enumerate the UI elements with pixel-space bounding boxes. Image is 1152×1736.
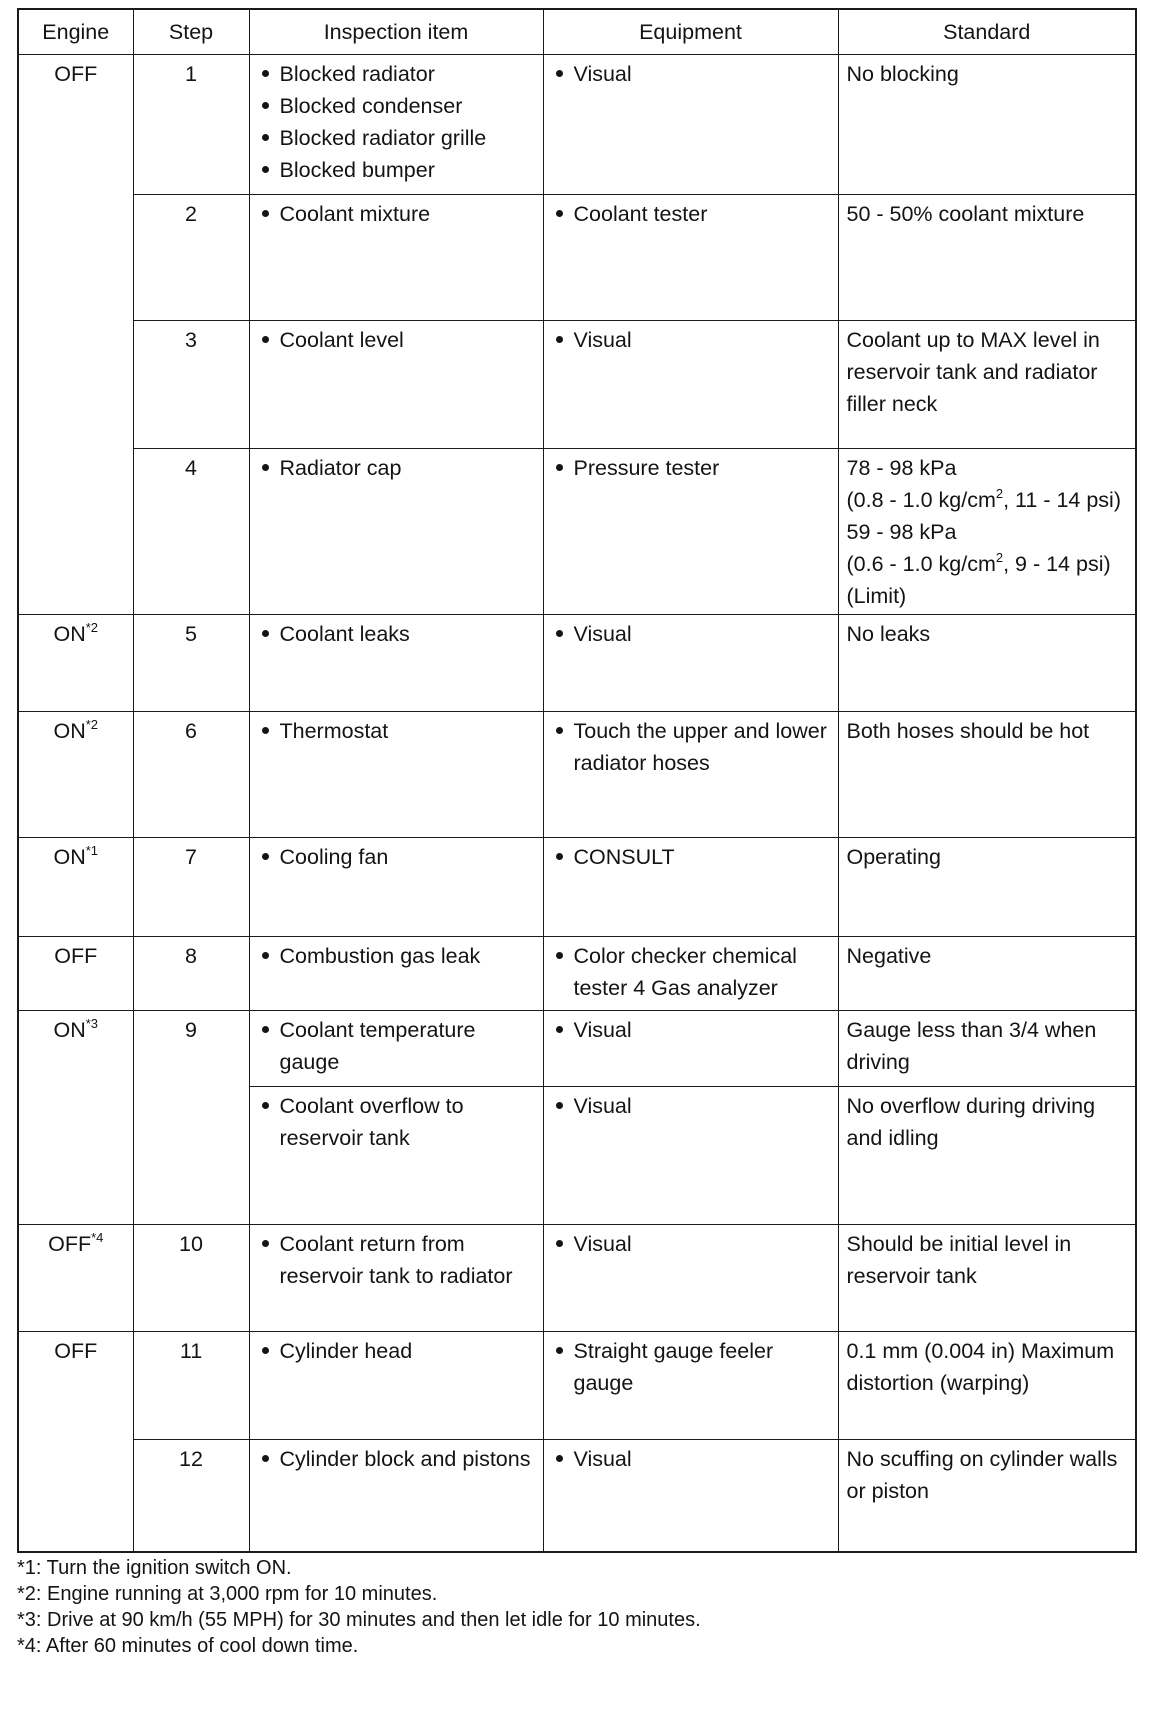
inspection-item: Cooling fan: [258, 841, 535, 873]
standard-cell: 0.1 mm (0.004 in) Maximum distortion (warping): [838, 1332, 1136, 1440]
table-header-row: [18, 9, 1136, 55]
standard-cell: Negative: [838, 937, 1136, 1011]
equipment-cell: [543, 1225, 838, 1332]
inspection-document: [17, 8, 1135, 1659]
equipment-cell: [543, 838, 838, 937]
equipment-cell: [543, 449, 838, 615]
equipment-cell: [543, 712, 838, 838]
inspection-item: Blocked radiator grille: [258, 122, 535, 154]
header-inspection-item: Inspection item: [249, 9, 543, 55]
step-cell: 9: [133, 1011, 249, 1225]
equipment-cell: [543, 615, 838, 712]
equipment-item: Visual: [552, 1228, 830, 1260]
engine-note: *2: [85, 717, 99, 732]
equipment-item: Straight gauge feeler gauge: [552, 1335, 830, 1399]
engine-state: OFF: [54, 944, 98, 968]
engine-state: OFF: [54, 1339, 98, 1363]
standard-cell: No overflow during driving and idling: [838, 1087, 1136, 1225]
inspection-item-cell: [249, 55, 543, 195]
engine-note: *1: [85, 843, 99, 858]
engine-cell: [18, 937, 133, 1011]
equipment-cell: [543, 937, 838, 1011]
inspection-item: Blocked condenser: [258, 90, 535, 122]
step-cell: 3: [133, 321, 249, 449]
step-cell: 6: [133, 712, 249, 838]
equipment-item: Coolant tester: [552, 198, 830, 230]
equipment-item: Visual: [552, 1014, 830, 1046]
equipment-cell: [543, 55, 838, 195]
inspection-item: Coolant level: [258, 324, 535, 356]
engine-note: *4: [91, 1230, 104, 1245]
standard-cell: No scuffing on cylinder walls or piston: [838, 1440, 1136, 1552]
standard-text: (0.8 - 1.0 kg/cm: [846, 488, 996, 512]
footnote: *3: Drive at 90 km/h (55 MPH) for 30 minutes and then let idle for 10 minutes.: [17, 1608, 701, 1631]
table-row: [18, 838, 1136, 937]
inspection-item-cell: [249, 195, 543, 321]
inspection-item-cell: [249, 449, 543, 615]
inspection-item: Blocked bumper: [258, 154, 535, 186]
inspection-item-cell: [249, 1440, 543, 1552]
step-cell: 7: [133, 838, 249, 937]
standard-cell: 50 - 50% coolant mixture: [838, 195, 1136, 321]
header-engine: Engine: [18, 9, 133, 55]
engine-cell: [18, 615, 133, 712]
inspection-item-cell: [249, 1225, 543, 1332]
table-row: [18, 1440, 1136, 1552]
table-row: [18, 712, 1136, 838]
inspection-item-cell: [249, 1087, 543, 1225]
standard-text: , 9 - 14 psi) (Limit): [846, 552, 1111, 608]
equipment-item: Visual: [552, 618, 830, 650]
inspection-item-cell: [249, 1011, 543, 1087]
header-equipment: Equipment: [543, 9, 838, 55]
engine-state: ON: [53, 719, 86, 743]
step-cell: 2: [133, 195, 249, 321]
inspection-item: Radiator cap: [258, 452, 535, 484]
footnotes: [17, 1555, 1135, 1659]
table-row: [18, 1011, 1136, 1087]
engine-note: *3: [85, 1016, 99, 1031]
engine-state: OFF: [48, 1232, 92, 1256]
engine-state: ON: [53, 1018, 86, 1042]
table-row: [18, 449, 1136, 615]
inspection-item: Coolant temperature gauge: [258, 1014, 535, 1078]
table-row: [18, 937, 1136, 1011]
equipment-item: Visual: [552, 1443, 830, 1475]
cooling-system-inspection-table: [17, 8, 1137, 1553]
superscript: 2: [995, 486, 1004, 501]
standard-cell: Coolant up to MAX level in reservoir tank and radiator filler neck: [838, 321, 1136, 449]
inspection-item-cell: [249, 712, 543, 838]
footnote: *4: After 60 minutes of cool down time.: [17, 1634, 359, 1657]
step-cell: 5: [133, 615, 249, 712]
table-row: [18, 55, 1136, 195]
standard-cell: No leaks: [838, 615, 1136, 712]
standard-cell: Should be initial level in reservoir tank: [838, 1225, 1136, 1332]
inspection-item-cell: [249, 1332, 543, 1440]
equipment-cell: [543, 195, 838, 321]
standard-line: 78 - 98 kPa: [846, 456, 957, 480]
table-row: [18, 195, 1136, 321]
step-cell: 8: [133, 937, 249, 1011]
inspection-item-cell: [249, 937, 543, 1011]
inspection-item-cell: [249, 838, 543, 937]
inspection-item: Thermostat: [258, 715, 535, 747]
inspection-item-cell: [249, 321, 543, 449]
engine-state: ON: [53, 845, 86, 869]
standard-cell: Operating: [838, 838, 1136, 937]
inspection-item-cell: [249, 615, 543, 712]
engine-state: ON: [53, 622, 86, 646]
equipment-item: Color checker chemical tester 4 Gas analyzer: [552, 940, 830, 1004]
equipment-item: Visual: [552, 1090, 830, 1122]
equipment-cell: [543, 1087, 838, 1225]
header-standard: Standard: [838, 9, 1136, 55]
engine-cell: [18, 1225, 133, 1332]
superscript: 2: [995, 550, 1004, 565]
engine-cell: [18, 1011, 133, 1225]
standard-cell: Gauge less than 3/4 when driving: [838, 1011, 1136, 1087]
engine-state: OFF: [54, 62, 98, 86]
engine-cell: [18, 1332, 133, 1552]
inspection-item: Cylinder block and pistons: [258, 1443, 535, 1475]
step-cell: 10: [133, 1225, 249, 1332]
equipment-item: Pressure tester: [552, 452, 830, 484]
engine-cell: [18, 712, 133, 838]
engine-cell: [18, 55, 133, 615]
step-cell: 12: [133, 1440, 249, 1552]
inspection-item: Coolant mixture: [258, 198, 535, 230]
equipment-cell: [543, 1011, 838, 1087]
table-row: [18, 321, 1136, 449]
engine-cell: [18, 838, 133, 937]
standard-cell: Both hoses should be hot: [838, 712, 1136, 838]
standard-text: , 11 - 14 psi) 59 - 98 kPa: [846, 488, 1121, 544]
standard-cell: No blocking: [838, 55, 1136, 195]
equipment-cell: [543, 321, 838, 449]
equipment-item: CONSULT: [552, 841, 830, 873]
standard-text: (0.6 - 1.0 kg/cm: [846, 552, 996, 576]
inspection-item: Blocked radiator: [258, 58, 535, 90]
inspection-item: Coolant leaks: [258, 618, 535, 650]
table-row: [18, 615, 1136, 712]
inspection-item: Coolant overflow to reservoir tank: [258, 1090, 535, 1154]
footnote: *1: Turn the ignition switch ON.: [17, 1556, 292, 1579]
inspection-item: Combustion gas leak: [258, 940, 535, 972]
equipment-item: Visual: [552, 58, 830, 90]
inspection-item: Coolant return from reservoir tank to radiator: [258, 1228, 535, 1292]
step-cell: 11: [133, 1332, 249, 1440]
header-step: Step: [133, 9, 249, 55]
equipment-item: Visual: [552, 324, 830, 356]
inspection-item: Cylinder head: [258, 1335, 535, 1367]
equipment-cell: [543, 1332, 838, 1440]
standard-cell: [838, 449, 1136, 615]
footnote: *2: Engine running at 3,000 rpm for 10 minutes.: [17, 1582, 438, 1605]
step-cell: 1: [133, 55, 249, 195]
step-cell: 4: [133, 449, 249, 615]
equipment-item: Touch the upper and lower radiator hoses: [552, 715, 830, 779]
engine-note: *2: [85, 620, 99, 635]
table-row: [18, 1225, 1136, 1332]
table-row: [18, 1332, 1136, 1440]
equipment-cell: [543, 1440, 838, 1552]
